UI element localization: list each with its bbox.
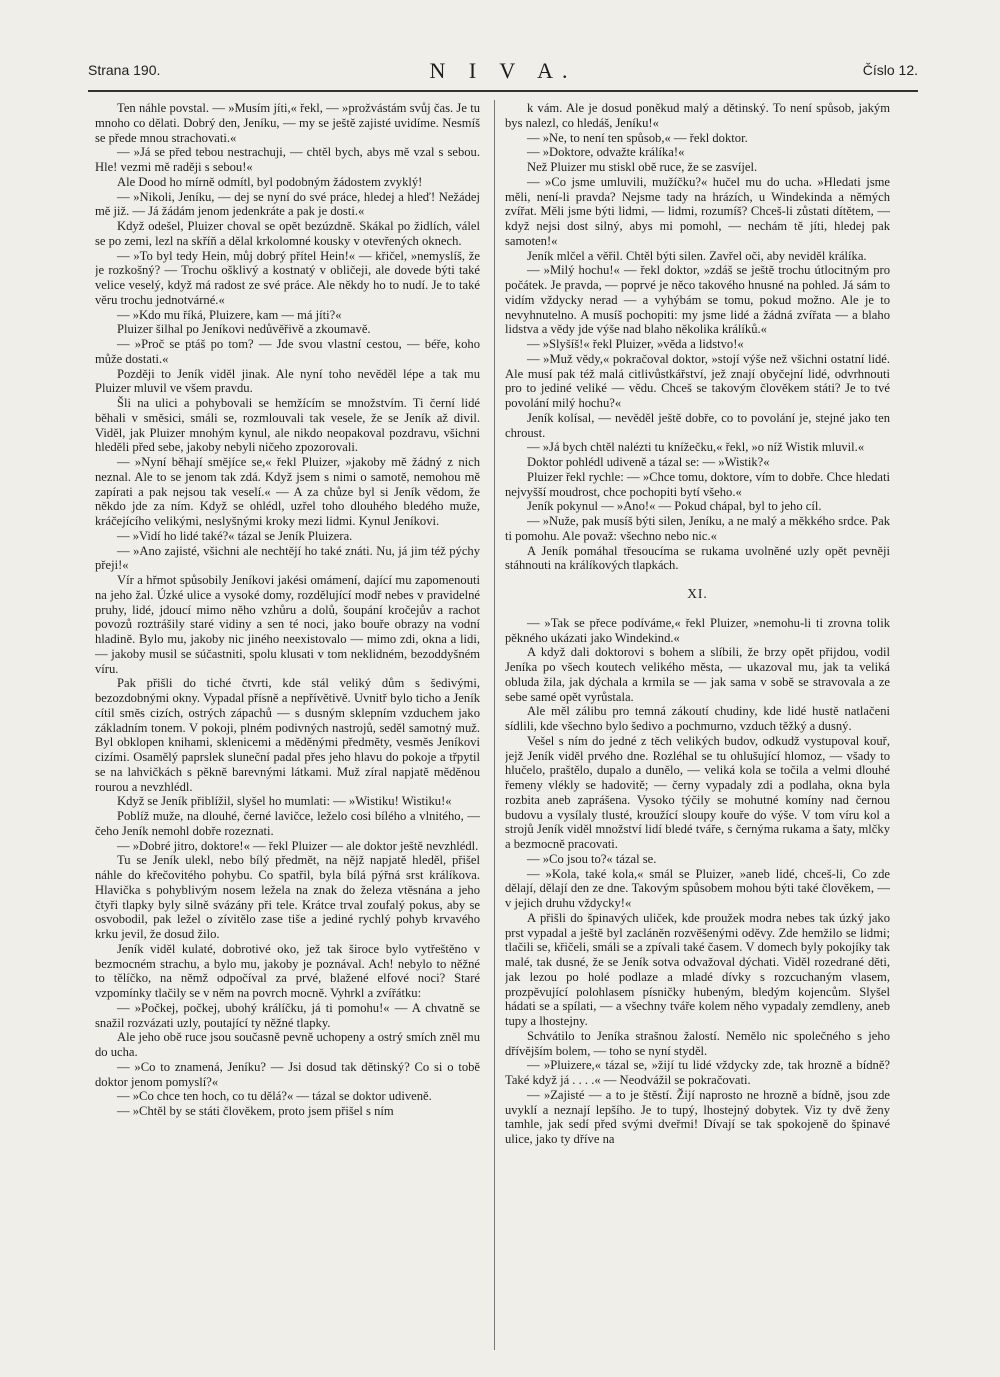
- page-number: Strana 190.: [88, 62, 161, 78]
- paragraph: Ale měl zálibu pro temná zákoutí chudiny, kde lidé hustě natlačeni sídlili, kde všechno bylo šedivo a pochmurno, vzduch těžký a dusný.: [505, 704, 890, 733]
- paragraph: — »Kdo mu říká, Pluizere, kam — má jíti?«: [117, 307, 342, 322]
- paragraph: — »Kola, také kola,« smál se Pluizer, »aneb lidé, chceš-li, Co zde dělají, dělají den ze dne. Takovým spůsobem mohou býti také člověkem, — v jejich druhu vždycky!«: [505, 866, 890, 910]
- paragraph: — »Nuže, pak musíš býti silen, Jeníku, a ne malý a měkkého srdce. Pak ti pomohu. Ale považ: všechno nebo nic.«: [505, 514, 890, 543]
- paragraph: Poblíž muže, na dlouhé, černé lavičce, leželo cosi bílého a vlnitého, — čeho Jeník nemohl dobře rozeznati.: [95, 809, 480, 838]
- paragraph: A když dali doktorovi s bohem a slíbili, že brzy opět přijdou, vodil Jeníka po všech koutech velikého města, — ukazoval mu, jak ta veliká obluda žila, jak dýchala a krmila se — jak sama v sobě se stravovala a ze sebe samé opět vyrůstala.: [505, 645, 890, 704]
- page-header: [88, 58, 918, 86]
- paragraph: Pluizer řekl rychle: — »Chce tomu, doktore, vím to dobře. Chce hledati nejvyšší moudrost, chce pochopiti bytí všeho.«: [505, 469, 890, 499]
- paragraph: A přišli do špinavých uliček, kde proužek modra nebes tak úzký jako prst vypadal a ještě byl zacláněn rozvěšenými oděvy. Zde hemžilo se lidmi; tlačili se, křičeli, smáli se a zpívali také časem. V domech byly pokojíky tak malé, tak dusné, že se Jeník sotva odvažoval dýchati. Viděl rozedrané děti, jak lezou po holé podlaze a mladé dívky s rozcuchaným vlasem, prozpěvující polohlasem písničky hubeným, bledým kojencům. Slyšel hádati se a spílati, — a všechny tváře kolem něho vypadaly zemdleny, aneb tupy a lhostejny.: [505, 910, 890, 1028]
- paragraph: — »Nikoli, Jeníku, — dej se nyní do své práce, hledej a hleď! Nežádej mě již. — Já žádám jenom jedenkráte a pak je dosti.«: [95, 189, 480, 219]
- paragraph: Jeník viděl kulaté, dobrotivé oko, jež tak široce bylo vytřeštěno v bezmocném strachu, a bylo mu, jakoby je poznával. Ach! nebylo to něžné to tělíčko, na němž odpočíval za prvé, blažené elfové noci? Staré vzpomínky tlačily se v něm na povrch mocně. Vyhrkl a zvířátku:: [95, 941, 480, 1000]
- header-rule: [88, 90, 918, 92]
- paragraph: Jeník mlčel a věřil. Chtěl býti silen. Zavřel oči, aby neviděl králíka.: [527, 248, 867, 263]
- paragraph: Tu se Jeník ulekl, nebo bílý předmět, na nějž napjatě hleděl, přišel náhle do křečovitého pohybu. Co spatřil, byla bílá pýřná srst králíkova. Hlavička s pohyblivým nosem ležela na znak do železa vtěsnána a jeho čtyři tlapky byly silně svázány při tele. Krátce trval zoufalý pokus, aby se osvobodil, pak ležel o zívitělo zase tiše a jediné rychlý pohyb krvavého krku jevil, že dosud žilo.: [95, 853, 480, 941]
- paragraph: — »Muž vědy,« pokračoval doktor, »stojí výše než všichni ostatní lidé. Ale musí pak též malá citlivůstkářství, jež znají obyčejní lidé, odvrhnouti pro to jediné veliké — vědu. Chceš se takovým člověkem státi? Je to tvé povolání milý hochu?«: [505, 351, 890, 410]
- paragraph: Schvátilo to Jeníka strašnou žalostí. Nemělo nic společného s jeho dřívějším bolem, — toho se nyní styděl.: [505, 1028, 890, 1058]
- paragraph: — »Počkej, počkej, ubohý králíčku, já ti pomohu!« — A chvatně se snažil rozvázati uzly, poutající ty něžné tlapky.: [95, 1000, 480, 1030]
- paragraph: Jeník kolísal, — nevěděl ještě dobře, co to povolání je, stejné jako ten chroust.: [505, 410, 890, 440]
- paragraph: — »Tak se přece podíváme,« řekl Pluizer, »nemohu-li ti zrovna tolik pěkného ukázati jako Windekind.«: [505, 615, 890, 645]
- paragraph: — »To byl tedy Hein, můj dobrý přítel Hein!« — křičel, »nemyslíš, že je rozkošný? — Trochu ošklivý a kostnatý v obličeji, ale dovede býti také velice veselý, když má radost ze své práce. Ale někdy ho to nudí. Je to také věru trochu jednotvárné.«: [95, 248, 480, 307]
- paragraph: Pluizer šilhal po Jeníkovi nedůvěřivě a zkoumavě.: [117, 322, 371, 337]
- paragraph: — »Slyšíš!« řekl Pluizer, »věda a lidstvo!«: [527, 337, 744, 351]
- paragraph: — »Ne, to není ten spůsob,« — řekl doktor.: [527, 130, 748, 145]
- paragraph: k vám. Ale je dosud poněkud malý a dětinský. To není spůsob, jakým bys nalezl, co hledáš, Jeníku!«: [505, 101, 890, 130]
- paragraph: — »Vidí ho lidé také?« tázal se Jeník Pluizera.: [117, 528, 353, 543]
- column-divider: [494, 100, 495, 1350]
- paragraph: A Jeník pomáhal třesoucíma se rukama uvolněné uzly opět pevněji stáhnouti na králíkových tlapkách.: [505, 543, 890, 573]
- paragraph: Když odešel, Pluizer choval se opět bezúzdně. Skákal po židlích, válel se po zemi, lezl na skříň a dělal krkolomné kousky v otevřených oknech.: [95, 219, 480, 248]
- paragraph: — »Chtěl by se státi člověkem, proto jsem přišel s ním: [117, 1104, 394, 1118]
- issue-number: Číslo 12.: [862, 62, 918, 78]
- paragraph: — »Co jsou to?« tázal se.: [527, 851, 657, 866]
- paragraph: — »Dobré jitro, doktore!« — řekl Pluizer — ale doktor ještě nevzhlédl.: [117, 838, 479, 853]
- paragraph: Vír a hřmot spůsobily Jeníkovi jakési omámení, dající mu zapomenouti na jeho žal. Úzké ulice a vysoké domy, rozdělující modř nebes v pravidelné pruhy, lidé, jdoucí mimo něho vzhůru a dolů, šoupání kročejův a rachot povozů roztrášily staré vidiny a sen té noci, jako bouře obrazy na vodní hladině. Bylo mu, jakoby nic jiného neexistovalo — mimo zdi, okna a lidi, — jakoby musil se súčastniti, spolu klusati v tom neklidném, bezoddyšném víru.: [95, 573, 480, 676]
- paragraph: — »Proč se ptáš po tom? — Jde svou vlastní cestou, — béře, koho může dostati.«: [95, 337, 480, 366]
- left-column: [95, 101, 480, 1351]
- paragraph: Ten náhle povstal. — »Musím jíti,« řekl, — »prožvástám svůj čas. Je tu mnoho co dělati. Dobrý den, Jeníku, — my se ještě zajisté uvidíme. Nesmíš se přede mnou strachovati.«: [95, 101, 480, 145]
- chapter-heading: XI.: [687, 586, 708, 601]
- paragraph: — »Co jsme umluvili, mužíčku?« hučel mu do ucha. »Hledati jsme měli, není-li pravda? Nejsme tady na hrázích, u Windekinda a němých zvířat. Měli jsme býti lidmi, — lidmi, rozumíš? Chceš-li zůstati dítětem, — když nejsi dost silný, abys mi pomohl, — nechám tě jíti, hledej pak samoten!«: [505, 174, 890, 248]
- paragraph: — »Já bych chtěl nalézti tu knížečku,« řekl, »o níž Wistik mluvil.«: [527, 440, 865, 455]
- paragraph: — »Co chce ten hoch, co tu dělá?« — tázal se doktor udiveně.: [117, 1089, 432, 1104]
- paragraph: — »Pluizere,« tázal se, »žijí tu lidé vždycky zde, tak hrozně a bídně? Také když já . . . .« — Neodvážil se pokračovati.: [505, 1058, 890, 1087]
- paragraph: Doktor pohlédl udiveně a tázal se: — »Wistik?«: [527, 455, 770, 469]
- paragraph: — »Milý hochu!« — řekl doktor, »zdáš se ještě trochu útlocitným pro počátek. Je pravda, — poprvé je něco takového hnusné na pohled. Já sám to vidím vždycky nerad — a vyhýbám se tomu, pokud možno. Ale je to nevyhnutelno. A musíš pochopiti: my jsme lidé a žádná zvířata — a blaho lidstva a vědy jde výše nad blaho několika králíků.«: [505, 263, 890, 337]
- paragraph: — »Já se před tebou nestrachuji, — chtěl bych, abys mě vzal s sebou. Hle! vezmi mě raději s sebou!«: [95, 145, 480, 174]
- paragraph: Vešel s ním do jedné z těch velikých budov, odkudž vystupoval kouř, jejž Jeník viděl prvého dne. Rozléhal se tu ohlušující hlomoz, — všady to hlučelo, praštělo, dupalo a dunělo, — veliká kola se točila a velmi dlouhé řemeny vlékly se hadovitě; — černy vypadaly zdi a podlaha, okna byla rozbita aneb zaprášena. Vysoko týčily se mohutné komíny nad černou budovu a vysílaly tlusté, kroužící sloupy kouře do výše. V tom víru kol a strojů Jeník viděl množství lidí bledé tváře, s černýma rukama a šaty, mlčky a bezmocně pracovati.: [505, 733, 890, 851]
- paragraph: Šli na ulici a pohybovali se hemžícím se množstvím. Ti černí lidé běhali v směsici, smáli se, rozmlouvali tak vesele, že se Jeník až divil. Viděl, jak Pluizer mnohým kynul, ale nikdo neopakoval pozdravu, všichni hleděli před sebe, jakoby nebyli ničeho zpozorovali.: [95, 396, 480, 455]
- paragraph: — »Doktore, odvažte králíka!«: [527, 145, 685, 160]
- paragraph: Než Pluizer mu stiskl obě ruce, že se zasvíjel.: [527, 160, 758, 174]
- right-column: [505, 101, 890, 1351]
- paragraph: Ale Dood ho mírně odmítl, byl podobným žádostem zvyklý!: [117, 174, 423, 189]
- paragraph: Později to Jeník viděl jinak. Ale nyní toho nevěděl lépe a tak mu Pluizer mluvil ve všem pravdu.: [95, 366, 480, 396]
- paragraph: — »Nyní běhají smějíce se,« řekl Pluizer, »jakoby mě žádný z nich neznal. Ale to se jenom tak zdá. Když jsem s nimi o samotě, nemohou mě zapírati a pak nejsou tak veselí.« — A za chůze byl si Jeník vědom, že někdo jde za ním. Když se ohlédl, uzřel toho dlouhého bledého muže, kráčejícího velikými, neslyšnými kroky mezi lidmi. Kynul Jeníkovi.: [95, 455, 480, 528]
- journal-title: N I V A.: [429, 58, 577, 83]
- paragraph: Když se Jeník přiblížil, slyšel ho mumlati: — »Wistiku! Wistiku!«: [117, 794, 452, 809]
- paragraph: — »Ano zajisté, všichni ale nechtějí ho také znáti. Nu, já jim též pýchy přeji!«: [95, 543, 480, 573]
- paragraph: Ale jeho obě ruce jsou současně pevně uchopeny a ostrý smích zněl mu do ucha.: [95, 1030, 480, 1059]
- paragraph: — »Co to znamená, Jeníku? — Jsi dosud tak dětinský? Co si o tobě doktor jenom pomyslí?«: [95, 1059, 480, 1089]
- paragraph: — »Zajisté — a to je štěstí. Žijí naprosto ne hrozně a bídně, jsou zde uvyklí a neznají lepšího. Je to tupý, lhostejný dobytek. Viz ty dvě ženy tamhle, jak sedí před svými dveřmi! Dívají se tak spokojeně do špinavé ulice, jako ty dříve na: [505, 1087, 890, 1146]
- paragraph: Pak přišli do tiché čtvrti, kde stál veliký dům s šedivými, bezozdobnými okny. Vypadal přísně a nepřívětivě. Uvnitř bylo ticho a Jeník cítil směs cizích, ostrých zápachů — s dusným sklepním vzduchem jako základním tonem. V pokoji, plném podivných nastrojů, seděl samotný muž. Byl obklopen knihami, sklenicemi a měděnými předměty, vesměs Jeníkovi cizími. Osamělý paprslek sluneční padal přes jeho hlavu do pokoje a třpytil se na lahvičkách s pěkně barevnými látkami. Muž zíral napjatě měděnou rourou a nevzhlédl.: [95, 676, 480, 794]
- paragraph: Jeník pokynul — »Ano!« — Pokud chápal, byl to jeho cíl.: [527, 499, 822, 514]
